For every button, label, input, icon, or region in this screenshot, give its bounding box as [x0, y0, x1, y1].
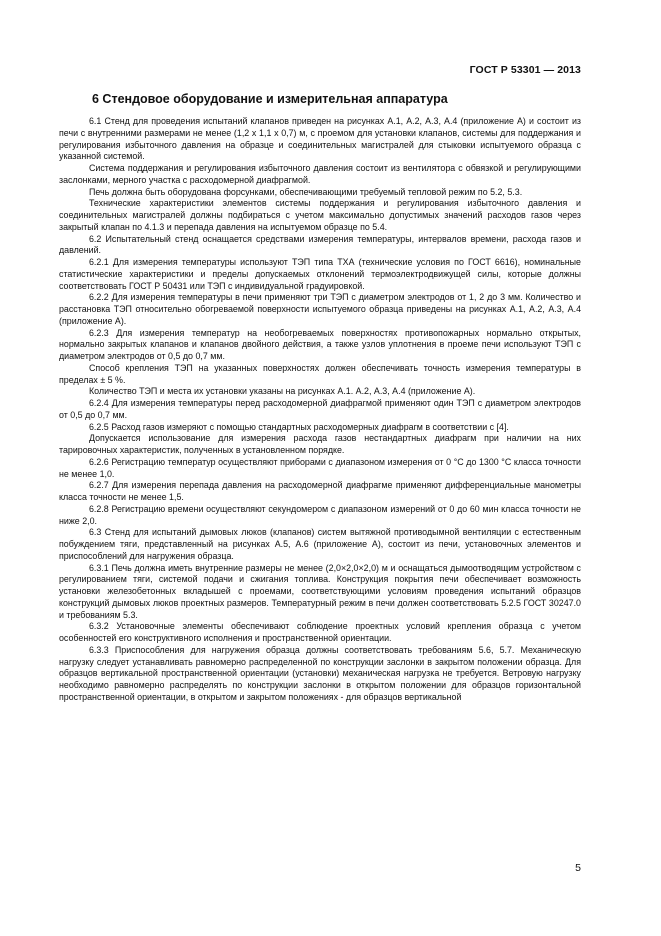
paragraph: 6.2.8 Регистрацию времени осуществляют секундомером с диапазоном измерений от 0 до 60 мин класса точности не ниже 2,0.: [59, 503, 581, 526]
paragraph: Способ крепления ТЭП на указанных поверхностях должен обеспечивать точность измерения температуры в пределах ± 5 %.: [59, 362, 581, 385]
paragraph: 6.2.4 Для измерения температуры перед расходомерной диафрагмой применяют один ТЭП с диаметром электродов от 0,5 до 0,7 мм.: [59, 398, 581, 420]
paragraph: 6.3.3 Приспособления для нагружения образца должны соответствовать требованиям 5.6, 5.7. Механическую нагрузку следует устанавливать равномерно распределенной по конструкции заслонки в закрытом положении образца. Для образцов вертикальной пространственной ориентации (установки) механическая нагрузка не требуется. Ветровую нагрузку необходимо равномерно распределять по конструкции заслонки в открытом положении для образцов горизонтальной пространственной ориентации, в открытом и закрытом положениях - для образцов вертикальной: [59, 644, 581, 702]
paragraph: 6.3.1 Печь должна иметь внутренние размеры не менее (2,0×2,0×2,0) м и оснащаться дымоотводящим устройством с регулированием тяги, системой подачи и сжигания топлива. Конструкция покрытия печи обеспечивает возможность установки железобетонных вкладышей с проемами, соответствующими условиям проведения испытаний образцов конструкций дымовых люков проектных размеров. Температурный режим в печи должен соответствовать 5.2.5 ГОСТ 30247.0 и требованиям 5.3.: [59, 562, 581, 620]
paragraph: 6.2 Испытательный стенд оснащается средствами измерения температуры, интервалов времени, расхода газов и давлений.: [59, 233, 581, 256]
paragraph: Технические характеристики элементов системы поддержания и регулирования избыточного давления и соединительных магистралей должны подбираться с учетом максимально допустимых значений расходов газов через закрытый клапан по 4.1.3 и перепада давления на испытуемом образце по 5.4.: [59, 198, 581, 232]
body-text: [59, 116, 581, 704]
paragraph: 6.3.2 Установочные элементы обеспечивают соблюдение проектных условий крепления образца с учетом особенностей его конструктивного исполнения и пространственной ориентации.: [59, 621, 581, 643]
paragraph: 6.2.2 Для измерения температуры в печи применяют три ТЭП с диаметром электродов от 1, 2 до 3 мм. Количество и расстановка ТЭП относительно обогреваемой поверхности испытуемого образца приведены на рисунках А.1, А.2, А.3, А.4 (приложение А).: [59, 292, 581, 326]
paragraph: Печь должна быть оборудована форсунками, обеспечивающими требуемый тепловой режим по 5.2, 5.3.: [89, 186, 523, 197]
paragraph: Количество ТЭП и места их установки указаны на рисунках А.1. А.2, А.3, А.4 (приложение А).: [89, 386, 476, 397]
paragraph: Система поддержания и регулирования избыточного давления состоит из вентилятора с обвязкой и регулирующими заслонками, мерного участка с расходомерной диафрагмой.: [59, 163, 581, 185]
paragraph: 6.3 Стенд для испытаний дымовых люков (клапанов) систем вытяжной противодымной вентиляции с естественным побуждением тяги, представленный на рисунках А.5, А.6 (приложение А), состоит из печи, установочных элементов и приспособлений для нагружения образца.: [59, 527, 581, 561]
paragraph: Допускается использование для измерения расхода газов нестандартных диафрагм при наличии на них тарировочных характеристик, полученных в установленном порядке.: [59, 433, 581, 455]
paragraph: 6.2.1 Для измерения температуры используют ТЭП типа ТХА (технические условия по ГОСТ 6616), номинальные статистические характеристики и пределы допускаемых отклонений термоэлектродвижущей силы, которые должны соответствовать ГОСТ Р 50431 или ТЭП с индивидуальной градуировкой.: [59, 257, 581, 291]
page-number: 5: [575, 862, 581, 874]
paragraph: 6.2.5 Расход газов измеряют с помощью стандартных расходомерных диафрагм в соответствии с [4].: [89, 421, 509, 432]
paragraph: 6.1 Стенд для проведения испытаний клапанов приведен на рисунках А.1, А.2, А.3, А.4 (приложение А) и состоит из печи с внутренними размерами не менее (1,2 х 1,1 х 0,7) м, с проемом для установки клапанов, системы для поддержания и регулирования избыточного давления на образце и соединительных магистралей для стыковки испытуемого образца с указанной системой.: [59, 116, 581, 162]
document-code: ГОСТ Р 53301 — 2013: [469, 64, 581, 76]
paragraph: 6.2.7 Для измерения перепада давления на расходомерной диафрагме применяют дифференциальные манометры класса точности не менее 1,5.: [59, 480, 581, 502]
section-title: 6 Стендовое оборудование и измерительная аппаратура: [92, 92, 448, 106]
paragraph: 6.2.6 Регистрацию температур осуществляют приборами с диапазоном измерения от 0 °С до 1300 °С класса точности не менее 1,0.: [59, 456, 581, 479]
paragraph: 6.2.3 Для измерения температур на необогреваемых поверхностях противопожарных нормально открытых, нормально закрытых клапанов и клапанов двойного действия, а также узлов уплотнения в проеме печи используют ТЭП с диаметром электродов от 0,5 до 0,7 мм.: [59, 327, 581, 361]
